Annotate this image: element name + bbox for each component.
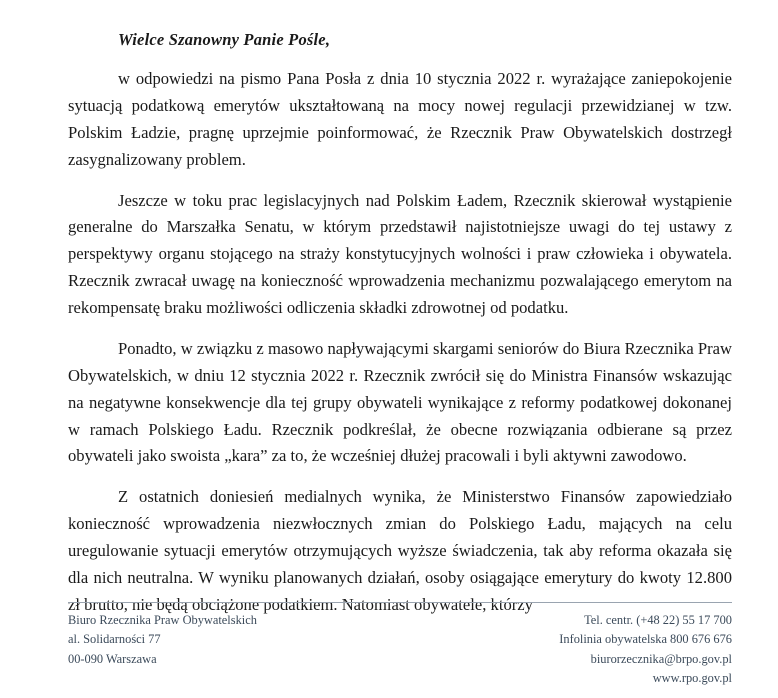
footer-address-line-3: 00-090 Warszawa xyxy=(68,651,157,666)
footer-divider xyxy=(68,602,732,603)
salutation: Wielce Szanowny Panie Pośle, xyxy=(118,30,331,49)
footer-website[interactable]: www.rpo.gov.pl xyxy=(652,670,732,685)
footer-address xyxy=(68,611,257,669)
footer-email[interactable]: biurorzecznika@brpo.gov.pl xyxy=(590,651,732,666)
footer-helpline: Infolinia obywatelska 800 676 676 xyxy=(559,632,732,647)
footer-contact xyxy=(559,611,732,688)
letter-body xyxy=(68,66,732,619)
paragraph-3: Ponadto, w związku z masowo napływającymi skargami seniorów do Biura Rzecznika Praw Obywatelskich, w dniu 12 stycznia 2022 r. Rzecznik zwrócił się do Ministra Finansów wskazując na negatywne konsekwencje dla tej grupy obywateli wynikające z reformy podatkowej dokonanej w ramach Polskiego Ładu. Rzecznik podkreślał, że obecne rozwiązania odbierane są przez obywateli jako swoista „kara” za to, że wcześniej dłużej pracowali i byli aktywni zawodowo. xyxy=(68,338,732,466)
footer-columns xyxy=(68,611,732,688)
page-footer xyxy=(68,602,732,688)
footer-address-line-1: Biuro Rzecznika Praw Obywatelskich xyxy=(68,613,257,628)
paragraph-2: Jeszcze w toku prac legislacyjnych nad Polskim Ładem, Rzecznik skierował wystąpienie generalne do Marszałka Senatu, w którym przedstawił najistotniejsze uwagi do tej ustawy z perspektywy organu stojącego na straży konstytucyjnych wolności i praw człowieka i obywatela. Rzecznik zwracał uwagę na konieczność wprowadzenia mechanizmu pozwalającego emerytom na rekompensatę braku możliwości odliczenia składki zdrowotnej od podatku. xyxy=(68,190,732,317)
paragraph-1: w odpowiedzi na pismo Pana Posła z dnia 10 stycznia 2022 r. wyrażające zaniepokojenie sytuacją podatkową emerytów ukształtowaną na mocy nowej regulacji przewidzianej w tzw. Polskim Ładzie, pragnę uprzejmie poinformować, że Rzecznik Praw Obywatelskich dostrzegł zasygnalizowany problem. xyxy=(68,69,732,169)
footer-address-line-2: al. Solidarności 77 xyxy=(68,632,161,647)
footer-phone: Tel. centr. (+48 22) 55 17 700 xyxy=(584,613,732,628)
paragraph-4: Z ostatnich doniesień medialnych wynika, że Ministerstwo Finansów zapowiedziało konieczność wprowadzenia niezwłocznych zmian do Polskiego Ładu, mających na celu uregulowanie sytuacji emerytów otrzymujących wyższe świadczenia, tak aby reforma okazała się dla nich neutralna. W wyniku planowanych działań, osoby osiągające emerytury do kwoty 12.800 zł brutto, nie będą obciążone podatkiem. Natomiast obywatele, którzy xyxy=(68,487,732,614)
